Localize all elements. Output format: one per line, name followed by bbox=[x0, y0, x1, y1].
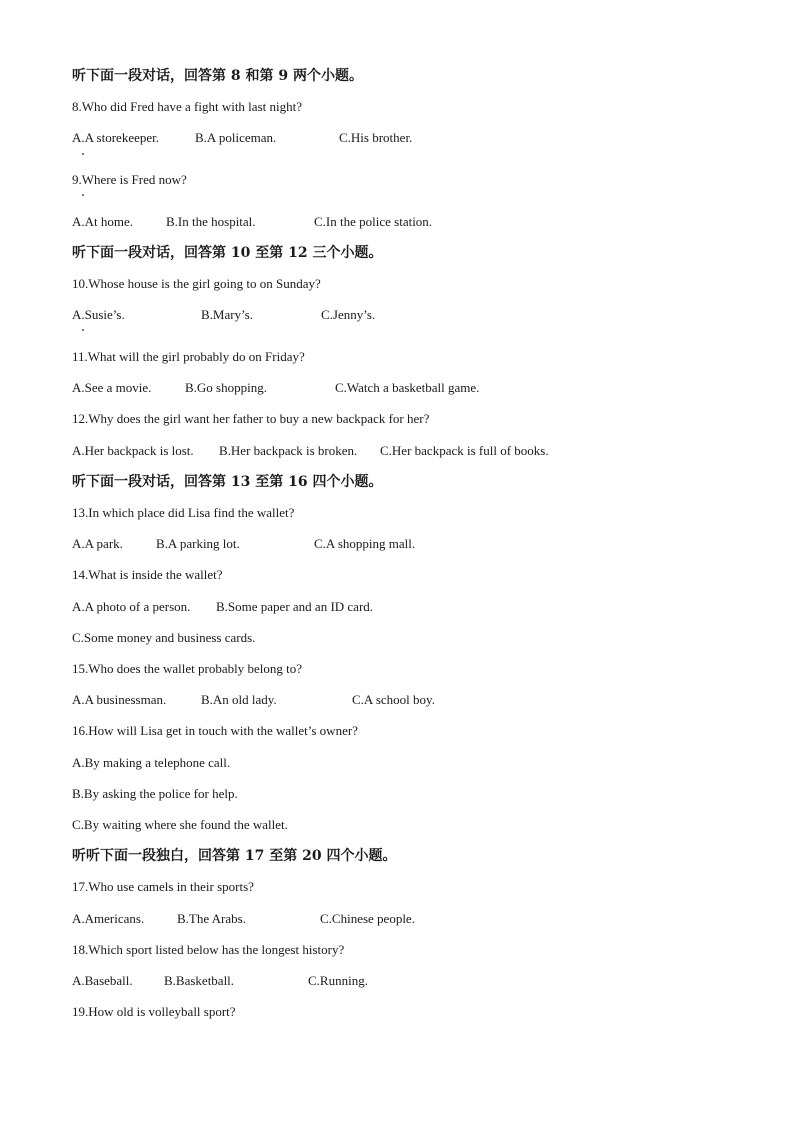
stray-dot bbox=[82, 153, 84, 155]
options-row bbox=[72, 817, 288, 833]
option-a: A.Americans. bbox=[72, 911, 145, 926]
question-18: 18.Which sport listed below has the longest history? bbox=[72, 942, 345, 957]
option-c: C.Running. bbox=[308, 973, 368, 988]
option-b: B.An old lady. bbox=[201, 692, 277, 707]
question-15: 15.Who does the wallet probably belong to? bbox=[72, 661, 302, 676]
question-13: 13.In which place did Lisa find the wallet? bbox=[72, 505, 295, 520]
option-b: B.A parking lot. bbox=[156, 536, 240, 551]
options-row bbox=[72, 630, 255, 646]
option-a: A.A park. bbox=[72, 536, 123, 551]
option-a: A.A storekeeper. bbox=[72, 130, 160, 145]
option-b: B.Go shopping. bbox=[185, 380, 267, 395]
options-row bbox=[72, 755, 230, 771]
option-b: B.Some paper and an ID card. bbox=[216, 599, 374, 614]
option-c: C.His brother. bbox=[339, 130, 413, 145]
section-heading: 听下面一段对话，回答第 10 至第 12 三个小题。 bbox=[72, 245, 383, 261]
question-12: 12.Why does the girl want her father to buy a new backpack for her? bbox=[72, 411, 430, 426]
section-heading: 听下面一段对话，回答第 13 至第 16 四个小题。 bbox=[72, 474, 383, 490]
option-b: B.Mary’s. bbox=[201, 307, 253, 322]
option-c: C.Chinese people. bbox=[320, 911, 415, 926]
option-b: B.Basketball. bbox=[164, 973, 235, 988]
option-b: B.A policeman. bbox=[195, 130, 277, 145]
option-c: C.Some money and business cards. bbox=[72, 630, 256, 645]
option-a: A.See a movie. bbox=[72, 380, 152, 395]
option-a: A.Her backpack is lost. bbox=[72, 443, 194, 458]
question-11: 11.What will the girl probably do on Friday? bbox=[72, 349, 305, 364]
question-8: 8.Who did Fred have a fight with last night? bbox=[72, 99, 302, 114]
option-a: A.A photo of a person. bbox=[72, 599, 191, 614]
options-row bbox=[72, 786, 238, 802]
option-a: A.At home. bbox=[72, 214, 134, 229]
question-10: 10.Whose house is the girl going to on Sunday? bbox=[72, 276, 321, 291]
stray-dot bbox=[82, 329, 84, 331]
option-c: C.By waiting where she found the wallet. bbox=[72, 817, 288, 832]
option-a: A.By making a telephone call. bbox=[72, 755, 231, 770]
stray-dot bbox=[82, 194, 84, 196]
option-b: B.The Arabs. bbox=[177, 911, 246, 926]
option-b: B.Her backpack is broken. bbox=[219, 443, 358, 458]
question-17: 17.Who use camels in their sports? bbox=[72, 879, 254, 894]
option-c: C.A school boy. bbox=[352, 692, 435, 707]
option-b: B.By asking the police for help. bbox=[72, 786, 238, 801]
question-16: 16.How will Lisa get in touch with the wallet’s owner? bbox=[72, 723, 358, 738]
option-c: C.In the police station. bbox=[314, 214, 433, 229]
option-c: C.Her backpack is full of books. bbox=[380, 443, 549, 458]
section-heading: 听下面一段对话，回答第 8 和第 9 两个小题。 bbox=[72, 68, 363, 84]
option-b: B.In the hospital. bbox=[166, 214, 256, 229]
question-14: 14.What is inside the wallet? bbox=[72, 567, 223, 582]
option-a: A.A businessman. bbox=[72, 692, 167, 707]
option-c: C.A shopping mall. bbox=[314, 536, 416, 551]
option-a: A.Baseball. bbox=[72, 973, 133, 988]
option-c: C.Watch a basketball game. bbox=[335, 380, 480, 395]
option-a: A.Susie’s. bbox=[72, 307, 125, 322]
question-19: 19.How old is volleyball sport? bbox=[72, 1004, 236, 1019]
question-9: 9.Where is Fred now? bbox=[72, 172, 187, 187]
option-c: C.Jenny’s. bbox=[321, 307, 376, 322]
section-heading: 听听下面一段独白，回答第 17 至第 20 四个小题。 bbox=[72, 848, 397, 864]
